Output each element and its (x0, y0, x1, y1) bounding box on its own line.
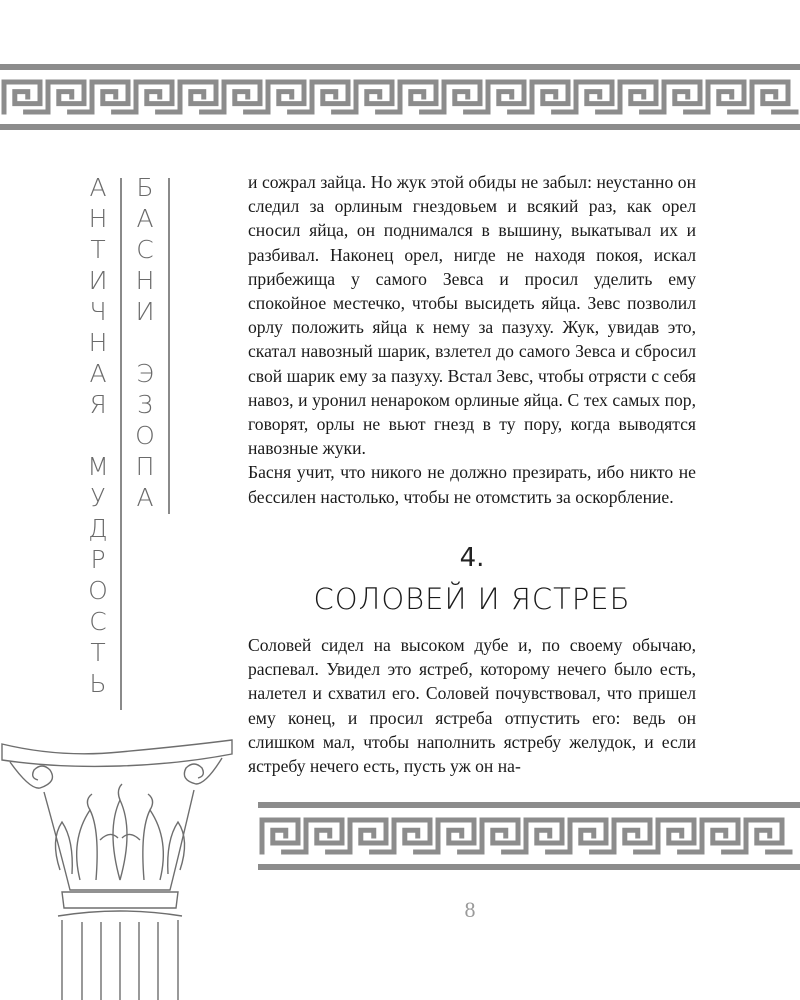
meander-motif (576, 82, 620, 112)
meander-motif (394, 820, 438, 852)
meander-motif (620, 82, 664, 112)
fable-paragraph: и сожрал зайца. Но жук этой обиды не забыл: неустанно он следил за орлиным гнездовьем и всякий раз, как орел сносил яйца, он поднимался в вышину, выкатывал их и разбивал. Наконец орел, нигде не находя покоя, искал прибежища у самого Зевса и просил уделить ему спокойное местечко, чтобы высидеть яйца. Зевс позволил орлу положить яйца к нему за пазуху. Жук, увидав это, скатал навозный шарик, взлетел до самого Зевса и сбросил свой шарик ему за пазуху. Встал Зевс, чтобы отрясти с себя навоз, и уронил ненароком орлиные яйца. С тех самых пор, говорят, орлы не вьют гнезд в ту пору, когда выводятся навозные жуки. (248, 172, 696, 459)
side-title-letter: Б (136, 173, 154, 202)
meander-motif (702, 820, 746, 852)
side-title-letter: Р (90, 545, 106, 574)
meander-motif (438, 820, 482, 852)
side-title-letter: Я (89, 390, 107, 419)
side-title-letter: С (136, 235, 154, 264)
top-meander-border (0, 62, 800, 132)
side-title-letter: Т (90, 638, 106, 667)
meander-motif (48, 82, 92, 112)
meander-motif (664, 82, 708, 112)
side-title-letter: И (88, 266, 108, 295)
side-title-letter: Н (88, 328, 108, 357)
meander-motif (262, 820, 306, 852)
meander-motif (532, 82, 576, 112)
side-divider-line-2 (168, 178, 170, 514)
meander-motif (658, 820, 702, 852)
meander-motif (268, 82, 312, 112)
fable-title: СОЛОВЕЙ И ЯСТРЕБ (313, 582, 631, 616)
fable-number: 4. (459, 543, 485, 573)
meander-motif (444, 82, 488, 112)
meander-motif (400, 82, 444, 112)
side-divider-line-1 (120, 178, 122, 710)
fable-body-text (248, 633, 696, 778)
meander-motif (4, 82, 48, 112)
meander-motif (526, 820, 570, 852)
meander-motif (482, 820, 526, 852)
meander-motif (92, 82, 136, 112)
meander-motif (350, 820, 394, 852)
fable-paragraph: Соловей сидел на высоком дубе и, по своему обычаю, распевал. Увидел это ястреб, которому нечего было есть, налетел и схватил его. Соловей почувствовал, что пришел ему конец, и просил ястреба отпустить его: ведь он слишком мал, чтобы наполнить ястребу желудок, и если ястребу нечего есть, пусть уж он на- (248, 635, 696, 777)
side-title-letter: С (89, 607, 107, 636)
side-title-letter: М (87, 452, 109, 481)
side-title-letter: У (90, 483, 106, 512)
side-title-letter: О (135, 421, 155, 450)
side-title-letter (94, 420, 102, 451)
meander-motif (180, 82, 224, 112)
meander-motif (224, 82, 268, 112)
fable-moral: Басня учит, что никого не должно презирать, ибо никто не бессилен настолько, чтобы не отомстить за оскорбление. (248, 462, 696, 507)
meander-motif (752, 82, 796, 112)
side-title-letter: Н (88, 204, 108, 233)
side-title-letter: Д (88, 514, 108, 543)
side-title-letter: П (135, 452, 155, 481)
side-title-letter: Э (136, 359, 154, 388)
fable-continuation-text (248, 170, 696, 509)
side-title-letter (141, 327, 149, 358)
side-title-letter: З (137, 390, 153, 419)
side-title-letter: О (88, 576, 108, 605)
side-title-letter: А (89, 173, 107, 202)
meander-motif (356, 82, 400, 112)
side-title-letter: А (89, 359, 107, 388)
side-title-letter: Ь (89, 669, 107, 698)
corinthian-column-capital-icon (0, 730, 250, 1000)
meander-motif (312, 82, 356, 112)
side-title-aesop-fables (127, 172, 163, 712)
meander-motif (136, 82, 180, 112)
side-title-letter: А (136, 204, 154, 233)
side-title-antique-wisdom (80, 172, 116, 712)
side-title-letter: Ч (89, 297, 107, 326)
page-number: 8 (464, 897, 476, 922)
side-title-letter: Н (135, 266, 155, 295)
meander-motif (570, 820, 614, 852)
meander-motif (746, 820, 790, 852)
side-title-letter: А (136, 483, 154, 512)
side-title-letter: И (135, 297, 155, 326)
meander-motif (306, 820, 350, 852)
meander-motif (708, 82, 752, 112)
meander-motif (488, 82, 532, 112)
bottom-meander-border (258, 800, 800, 872)
side-title-letter: Т (90, 235, 106, 264)
meander-motif (614, 820, 658, 852)
